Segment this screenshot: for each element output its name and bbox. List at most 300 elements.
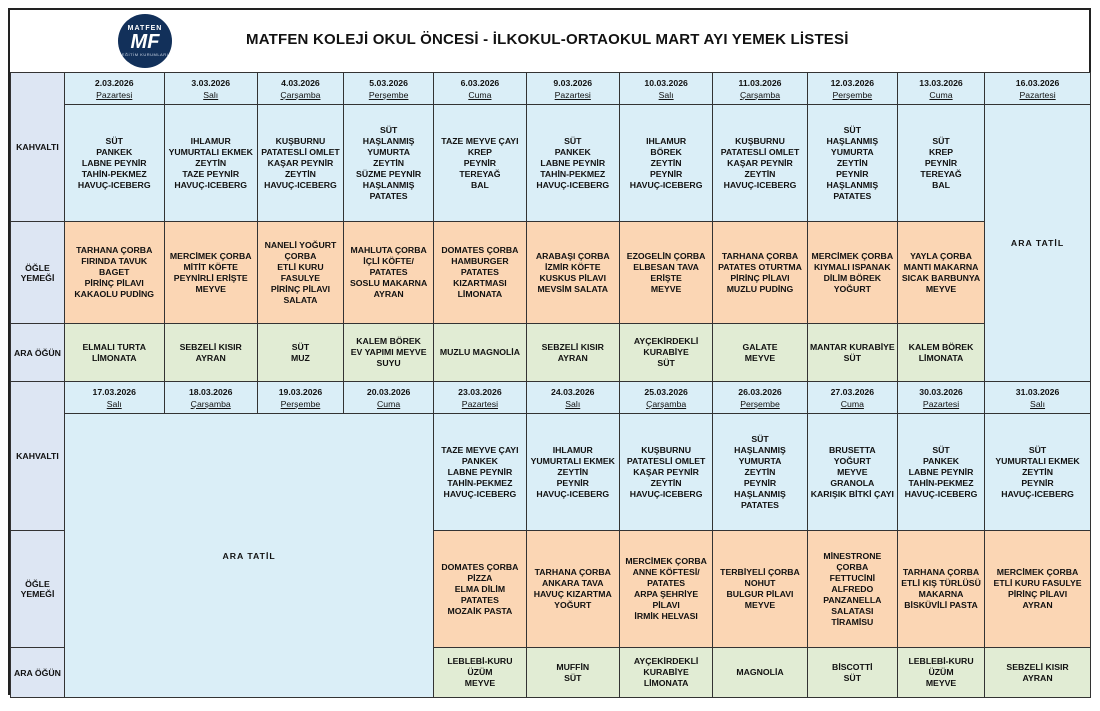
date-text: 5.03.2026 <box>369 77 408 88</box>
meal-item: MEYVE <box>464 678 496 688</box>
meal-cell <box>713 531 807 648</box>
date-text: 20.03.2026 <box>366 386 411 397</box>
meal-items <box>809 551 896 628</box>
meal-item: PANKEK <box>554 146 591 157</box>
date-text: 6.03.2026 <box>460 77 500 88</box>
meal-item: PEYNİR <box>463 157 497 168</box>
meal-item: HAVUÇ-ICEBERG <box>629 488 703 499</box>
meal-cell <box>897 324 984 382</box>
date-header <box>164 73 257 105</box>
date-header <box>713 73 807 105</box>
meal-item: MİNESTRONE ÇORBA <box>823 550 882 572</box>
meal-cell <box>807 531 897 648</box>
meal-item: ZEYTİN <box>285 168 316 179</box>
menu-frame <box>8 8 1091 695</box>
date-header <box>257 382 343 414</box>
meal-item: HAŞLANMIŞ YUMURTA <box>362 135 415 157</box>
meal-item: YOĞURT <box>833 283 871 294</box>
meal-item: TAHİN-PEKMEZ <box>540 168 606 179</box>
meal-item: FIRINDA TAVUK BAGET <box>81 256 148 277</box>
meal-item: PANKEK <box>96 146 133 157</box>
meal-item: HAVUÇ-ICEBERG <box>264 179 337 190</box>
meal-items <box>714 567 805 611</box>
header <box>10 10 1089 73</box>
meal-item: AYÇEKİRDEKLİ KURABİYE <box>633 336 699 357</box>
meal-item: ARABAŞI ÇORBA <box>535 250 610 261</box>
date-text: 11.03.2026 <box>738 77 782 88</box>
meal-item: ANKARA TAVA <box>542 578 604 588</box>
meal-item: MAHLUTA ÇORBA <box>350 245 427 255</box>
meal-items <box>621 656 711 689</box>
meal-item: MEVSİM SALATA <box>537 283 609 294</box>
meal-item: LABNE PEYNİR <box>447 466 513 477</box>
date-header <box>64 73 164 105</box>
meal-items <box>435 347 524 358</box>
meal-item: LİMONATA <box>457 289 503 299</box>
meal-item: YUMURTALI EKMEK <box>168 146 253 157</box>
meal-cell <box>164 324 257 382</box>
meal-cell <box>526 414 619 531</box>
meal-item: MEYVE <box>744 352 776 363</box>
meal-item: SÜT <box>657 358 675 368</box>
weekday-text: Salı <box>203 89 219 100</box>
meal-item: TAHİN-PEKMEZ <box>447 477 513 488</box>
meal-cell <box>807 648 897 698</box>
meal-item: MANTI MAKARNA <box>903 261 979 272</box>
meal-item: PEYNİR <box>649 168 683 179</box>
meal-item: MERCİMEK ÇORBA <box>996 567 1079 577</box>
weekday-text: Cuma <box>840 398 864 409</box>
date-text: 3.03.2026 <box>191 77 231 88</box>
date-row <box>11 382 1091 414</box>
meal-item: BRUSETTA <box>829 444 876 455</box>
meal-item: PİRİNÇ PİLAVI <box>730 272 790 283</box>
meal-item: FETTUCİNİ ALFREDO <box>829 572 876 594</box>
date-header <box>344 73 434 105</box>
meal-item: TERBİYELİ ÇORBA <box>720 567 800 577</box>
meal-item: PEYNİR <box>836 168 869 179</box>
weekday-text: Çarşamba <box>646 398 687 409</box>
date-row <box>11 73 1091 105</box>
meal-item: MANTAR KURABİYE <box>809 341 895 352</box>
row-label: KAHVALTI <box>11 73 65 222</box>
meal-item: HAVUÇ-ICEBERG <box>1001 488 1074 499</box>
meal-items <box>986 567 1089 611</box>
meal-items <box>66 342 163 364</box>
meal-items <box>435 445 524 500</box>
meal-item: SÜT <box>932 444 950 455</box>
meal-item: KALEM BÖREK <box>908 341 974 352</box>
meal-cell <box>434 105 526 222</box>
date-text: 17.03.2026 <box>92 386 136 397</box>
meal-cell <box>257 222 343 324</box>
meal-item: SOSLU MAKARNA <box>350 278 428 288</box>
meal-item: PEYNİR <box>743 477 777 488</box>
meal-cell <box>526 222 619 324</box>
meal-item: HAVUÇ KIZARTMA <box>533 589 612 599</box>
meal-cell <box>434 324 526 382</box>
meal-item: KIYMALI ISPANAK <box>814 261 891 272</box>
meal-items <box>435 562 524 617</box>
date-text: 2.03.2026 <box>94 77 134 88</box>
meal-item: TAZE MEYVE ÇAYI <box>441 444 519 455</box>
date-header <box>434 382 526 414</box>
meal-item: IHLAMUR <box>646 135 687 146</box>
meal-item: KAKAOLU PUDİNG <box>74 289 155 299</box>
date-text: 30.03.2026 <box>919 386 963 397</box>
meal-cell <box>619 414 712 531</box>
date-header <box>897 73 984 105</box>
meal-cell <box>434 414 526 531</box>
meal-cell <box>807 105 897 222</box>
meal-item: BÖREK <box>650 146 682 157</box>
meal-item: BİSKÜVİLİ PASTA <box>904 600 978 610</box>
meal-item: ZEYTİN <box>650 477 682 488</box>
meal-item: PANZANELLA SALATASI <box>823 594 882 616</box>
row-label: KAHVALTI <box>11 382 65 531</box>
meal-item: AYRAN <box>1022 600 1053 610</box>
meal-item: İRMİK HELVASI <box>634 611 698 621</box>
meal-items <box>166 251 256 295</box>
meal-item: ERİŞTE <box>650 272 682 283</box>
row-label: ARA ÖĞÜN <box>11 324 65 382</box>
meal-items <box>809 251 896 295</box>
meal-item: KAŞAR PEYNİR <box>267 157 334 168</box>
meal-item: SÜT <box>379 124 398 135</box>
meal-item: HAŞLANMIŞ YUMURTA <box>826 135 879 157</box>
meal-items <box>899 567 983 611</box>
meal-item: TAHİN-PEKMEZ <box>908 477 974 488</box>
weekday-text: Cuma <box>929 89 953 100</box>
date-text: 18.03.2026 <box>188 386 233 397</box>
weekday-text: Salı <box>106 398 122 409</box>
lunch-row <box>11 222 1091 324</box>
meal-item: EV YAPIMI MEYVE SUYU <box>350 347 427 368</box>
meal-item: PANKEK <box>461 455 498 466</box>
meal-item: GALATE <box>742 341 778 352</box>
meal-items <box>714 667 805 678</box>
weekday-text: Salı <box>565 398 581 409</box>
date-text: 9.03.2026 <box>553 77 593 88</box>
meal-cell <box>897 531 984 648</box>
meal-item: YUMURTALI EKMEK <box>530 455 615 466</box>
meal-item: KAŞAR PEYNİR <box>633 466 699 477</box>
meal-item: SÜT <box>564 135 582 146</box>
meal-item: LABNE PEYNİR <box>540 157 606 168</box>
meal-item: BULGUR PİLAVI <box>726 589 794 599</box>
meal-cell <box>257 105 343 222</box>
meal-item: HAVUÇ-ICEBERG <box>77 179 151 190</box>
meal-item: YAYLA ÇORBA <box>910 250 972 261</box>
meal-items <box>528 662 618 684</box>
meal-item: BAL <box>932 179 950 190</box>
meal-item: NANELİ YOĞURT ÇORBA <box>264 239 337 261</box>
meal-item: PATATESLİ OMLET <box>626 455 706 466</box>
meal-items <box>528 567 618 611</box>
weekday-text: Çarşamba <box>190 398 231 409</box>
meal-items <box>166 342 256 364</box>
meal-item: TAZE MEYVE ÇAYI <box>441 135 519 146</box>
date-header <box>257 73 343 105</box>
meal-items <box>621 556 711 622</box>
meal-item: KUŞBURNU <box>641 444 691 455</box>
meal-items <box>986 662 1089 684</box>
meal-item: MOZAİK PASTA <box>447 605 513 616</box>
meal-item: ZEYTİN <box>744 168 776 179</box>
weekday-text: Pazartesi <box>96 89 133 100</box>
meal-item: LİMONATA <box>918 352 964 363</box>
meal-item: SEBZELİ KISIR <box>541 341 604 352</box>
meal-item: KREP <box>467 146 492 157</box>
date-header <box>526 382 619 414</box>
meal-item: PATATES OTURTMA <box>718 261 802 272</box>
school-logo <box>118 14 172 68</box>
meal-item: KREP <box>928 146 954 157</box>
meal-cell <box>526 105 619 222</box>
meal-cell <box>619 531 712 648</box>
meal-item: YUMURTALI EKMEK <box>995 455 1080 466</box>
meal-item: HAMBURGER <box>451 256 509 266</box>
meal-item: HAVUÇ-ICEBERG <box>723 179 797 190</box>
meal-items <box>435 245 524 300</box>
meal-item: HAŞLANMIŞ PATATES <box>734 488 786 510</box>
meal-item: HAVUÇ-ICEBERG <box>629 179 703 190</box>
meal-cell <box>807 414 897 531</box>
date-header <box>807 382 897 414</box>
meal-cell <box>619 222 712 324</box>
date-header <box>897 382 984 414</box>
date-text: 12.03.2026 <box>830 77 875 88</box>
meal-item: İÇLİ KÖFTE/ PATATES <box>363 256 414 277</box>
meal-cell <box>344 222 434 324</box>
meal-cell <box>64 324 164 382</box>
meal-cell <box>526 648 619 698</box>
meal-item: ETLİ KIŞ TÜRLÜSÜ <box>901 578 981 588</box>
snack-row <box>11 324 1091 382</box>
meal-item: PİZZA <box>467 572 493 583</box>
meal-item: MUFFİN <box>556 661 590 672</box>
date-text: 10.03.2026 <box>644 77 688 88</box>
meal-item: MUZ <box>291 352 310 363</box>
meal-item: SÜT <box>291 341 310 352</box>
date-header <box>619 73 712 105</box>
date-text: 16.03.2026 <box>1015 77 1060 88</box>
meal-items <box>259 240 342 306</box>
meal-item: HAVUÇ-ICEBERG <box>904 488 978 499</box>
meal-cell <box>344 324 434 382</box>
meal-item: HAVUÇ-ICEBERG <box>536 179 610 190</box>
meal-item: IHLAMUR <box>190 135 231 146</box>
meal-item: PEYNİR <box>924 157 958 168</box>
logo-top-text: MATFEN <box>127 25 163 32</box>
meal-item: PİRİNÇ PİLAVI <box>270 283 331 294</box>
meal-item: MERCİMEK ÇORBA <box>625 556 707 566</box>
date-header <box>985 382 1091 414</box>
meal-cell <box>434 648 526 698</box>
meal-item: NOHUT <box>744 578 776 588</box>
meal-cell <box>526 531 619 648</box>
weekday-text: Cuma <box>468 89 492 100</box>
date-text: 13.03.2026 <box>919 77 963 88</box>
breakfast-row <box>11 105 1091 222</box>
meal-items <box>809 125 896 202</box>
weekday-text: Pazartesi <box>1019 89 1056 100</box>
meal-item: LEBLEBİ-KURU ÜZÜM <box>447 656 513 677</box>
meal-item: YOĞURT <box>554 600 592 610</box>
meal-items <box>345 336 432 369</box>
meal-item: LABNE PEYNİR <box>908 466 974 477</box>
meal-items <box>528 251 618 295</box>
meal-item: ETLİ KURU FASULYE <box>993 578 1082 588</box>
meal-items <box>528 342 618 364</box>
weekday-text: Çarşamba <box>280 89 321 100</box>
weekday-text: Çarşamba <box>739 89 781 100</box>
meal-item: ZEYTİN <box>744 466 776 477</box>
meal-items <box>621 136 711 191</box>
meal-item: SICAK BARBUNYA <box>901 272 981 283</box>
meal-item: SÜT <box>105 135 123 146</box>
date-header <box>713 382 807 414</box>
meal-cell <box>807 222 897 324</box>
meal-items <box>714 136 805 191</box>
weekday-text: Pazartesi <box>922 398 960 409</box>
meal-items <box>621 336 711 369</box>
meal-item: MİTİT KÖFTE <box>183 261 238 272</box>
meal-item: PANKEK <box>923 455 960 466</box>
meal-cell <box>619 105 712 222</box>
meal-item: SEBZELİ KISIR <box>1006 661 1069 672</box>
date-text: 26.03.2026 <box>738 386 782 397</box>
meal-item: HAŞLANMIŞ PATATES <box>362 179 415 201</box>
meal-item: KUŞBURNU <box>735 135 785 146</box>
meal-cell <box>619 648 712 698</box>
holiday-cell: ARA TATİL <box>64 414 433 698</box>
row-label: ARA ÖĞÜN <box>11 648 65 698</box>
meal-item: SÜT <box>751 433 769 444</box>
meal-item: LİMONATA <box>643 678 689 688</box>
date-text: 24.03.2026 <box>551 386 595 397</box>
meal-item: TİRAMİSU <box>831 616 874 627</box>
meal-item: AYRAN <box>195 352 226 363</box>
meal-items <box>714 434 805 511</box>
meal-item: EZOGELİN ÇORBA <box>626 250 706 261</box>
meal-item: DİLİM BÖREK <box>823 272 882 283</box>
meal-items <box>809 342 896 364</box>
meal-item: TARHANA ÇORBA <box>76 245 153 255</box>
meal-cell <box>434 531 526 648</box>
date-header <box>619 382 712 414</box>
meal-item: SÜZME PEYNİR <box>356 168 422 179</box>
meal-item: ZEYTİN <box>650 157 682 168</box>
weekday-text: Perşembe <box>280 398 321 409</box>
meal-item: SÜT <box>843 124 862 135</box>
meal-item: HAVUÇ-ICEBERG <box>174 179 248 190</box>
meal-item: KUSKUS PİLAVI <box>539 272 606 283</box>
meal-item: ZEYTİN <box>1022 466 1053 477</box>
meal-item: MUZLU PUDİNG <box>726 283 794 294</box>
meal-items <box>899 445 983 500</box>
meal-cell <box>526 324 619 382</box>
date-text: 4.03.2026 <box>281 77 320 88</box>
meal-item: AYRAN <box>1022 672 1053 683</box>
meal-item: HAVUÇ-ICEBERG <box>443 488 517 499</box>
meal-items <box>259 342 342 364</box>
meal-item: AYRAN <box>557 352 588 363</box>
meal-cell <box>897 414 984 531</box>
meal-items <box>986 445 1089 500</box>
logo-bottom-text: EĞİTİM KURUMLARI <box>121 52 169 57</box>
meal-cell <box>897 222 984 324</box>
meal-item: PİRİNÇ PİLAVI <box>84 278 144 288</box>
meal-item: PATATESLİ OMLET <box>261 146 340 157</box>
meal-items <box>435 656 524 689</box>
meal-item: ETLİ KURU FASULYE <box>277 261 324 283</box>
meal-items <box>809 662 896 684</box>
weekday-text: Perşembe <box>368 89 409 100</box>
date-header <box>164 382 257 414</box>
meal-item: ELMA DİLİM PATATES <box>454 583 506 605</box>
date-header <box>526 73 619 105</box>
meal-item: PATATESLİ OMLET <box>720 146 800 157</box>
meal-item: SÜT <box>564 672 582 683</box>
meal-item: AYRAN <box>373 289 404 299</box>
weekday-text: Salı <box>1030 398 1046 409</box>
meal-cell <box>164 222 257 324</box>
meal-cell <box>897 105 984 222</box>
meal-cell <box>897 648 984 698</box>
meal-item: ANNE KÖFTESİ/ PATATES <box>632 567 700 588</box>
meal-cell <box>713 414 807 531</box>
meal-item: SALATA <box>283 294 318 305</box>
weekday-text: Perşembe <box>832 89 873 100</box>
meal-item: TEREYAĞ <box>459 168 501 179</box>
meal-cell <box>619 324 712 382</box>
meal-items <box>435 136 524 191</box>
date-header <box>434 73 526 105</box>
meal-item: DOMATES ÇORBA <box>441 561 519 572</box>
meal-cell <box>713 222 807 324</box>
weekday-text: Pazartesi <box>554 89 591 100</box>
meal-item: HAŞLANMIŞ YUMURTA <box>734 444 786 466</box>
weekday-text: Cuma <box>377 398 401 409</box>
meal-cell <box>713 648 807 698</box>
date-header <box>985 73 1091 105</box>
meal-item: LİMONATA <box>91 352 137 363</box>
meal-item: SEBZELİ KISIR <box>179 341 242 352</box>
meal-item: KAŞAR PEYNİR <box>727 157 793 168</box>
meal-items <box>528 136 618 191</box>
meal-item: MEYVE <box>837 466 868 477</box>
menu-table <box>10 72 1091 698</box>
meal-item: SÜT <box>932 135 950 146</box>
meal-item: İZMİR KÖFTE <box>545 261 601 272</box>
weekday-text: Salı <box>658 89 674 100</box>
meal-item: SÜT <box>843 672 862 683</box>
row-label: ÖĞLE YEMEĞİ <box>11 531 65 648</box>
meal-item: GRANOLA <box>830 477 875 488</box>
date-header <box>344 382 434 414</box>
meal-item: LEBLEBİ-KURU ÜZÜM <box>908 656 974 677</box>
meal-item: TAZE PEYNİR <box>182 168 240 179</box>
date-text: 25.03.2026 <box>644 386 688 397</box>
meal-item: KALEM BÖREK <box>356 336 421 346</box>
breakfast-row <box>11 414 1091 531</box>
meal-item: MEYVE <box>195 283 226 294</box>
meal-item: DOMATES ÇORBA <box>441 245 519 255</box>
meal-item: MAGNOLİA <box>736 667 784 677</box>
meal-item: TARHANA ÇORBA <box>534 567 611 577</box>
meal-items <box>66 136 163 191</box>
